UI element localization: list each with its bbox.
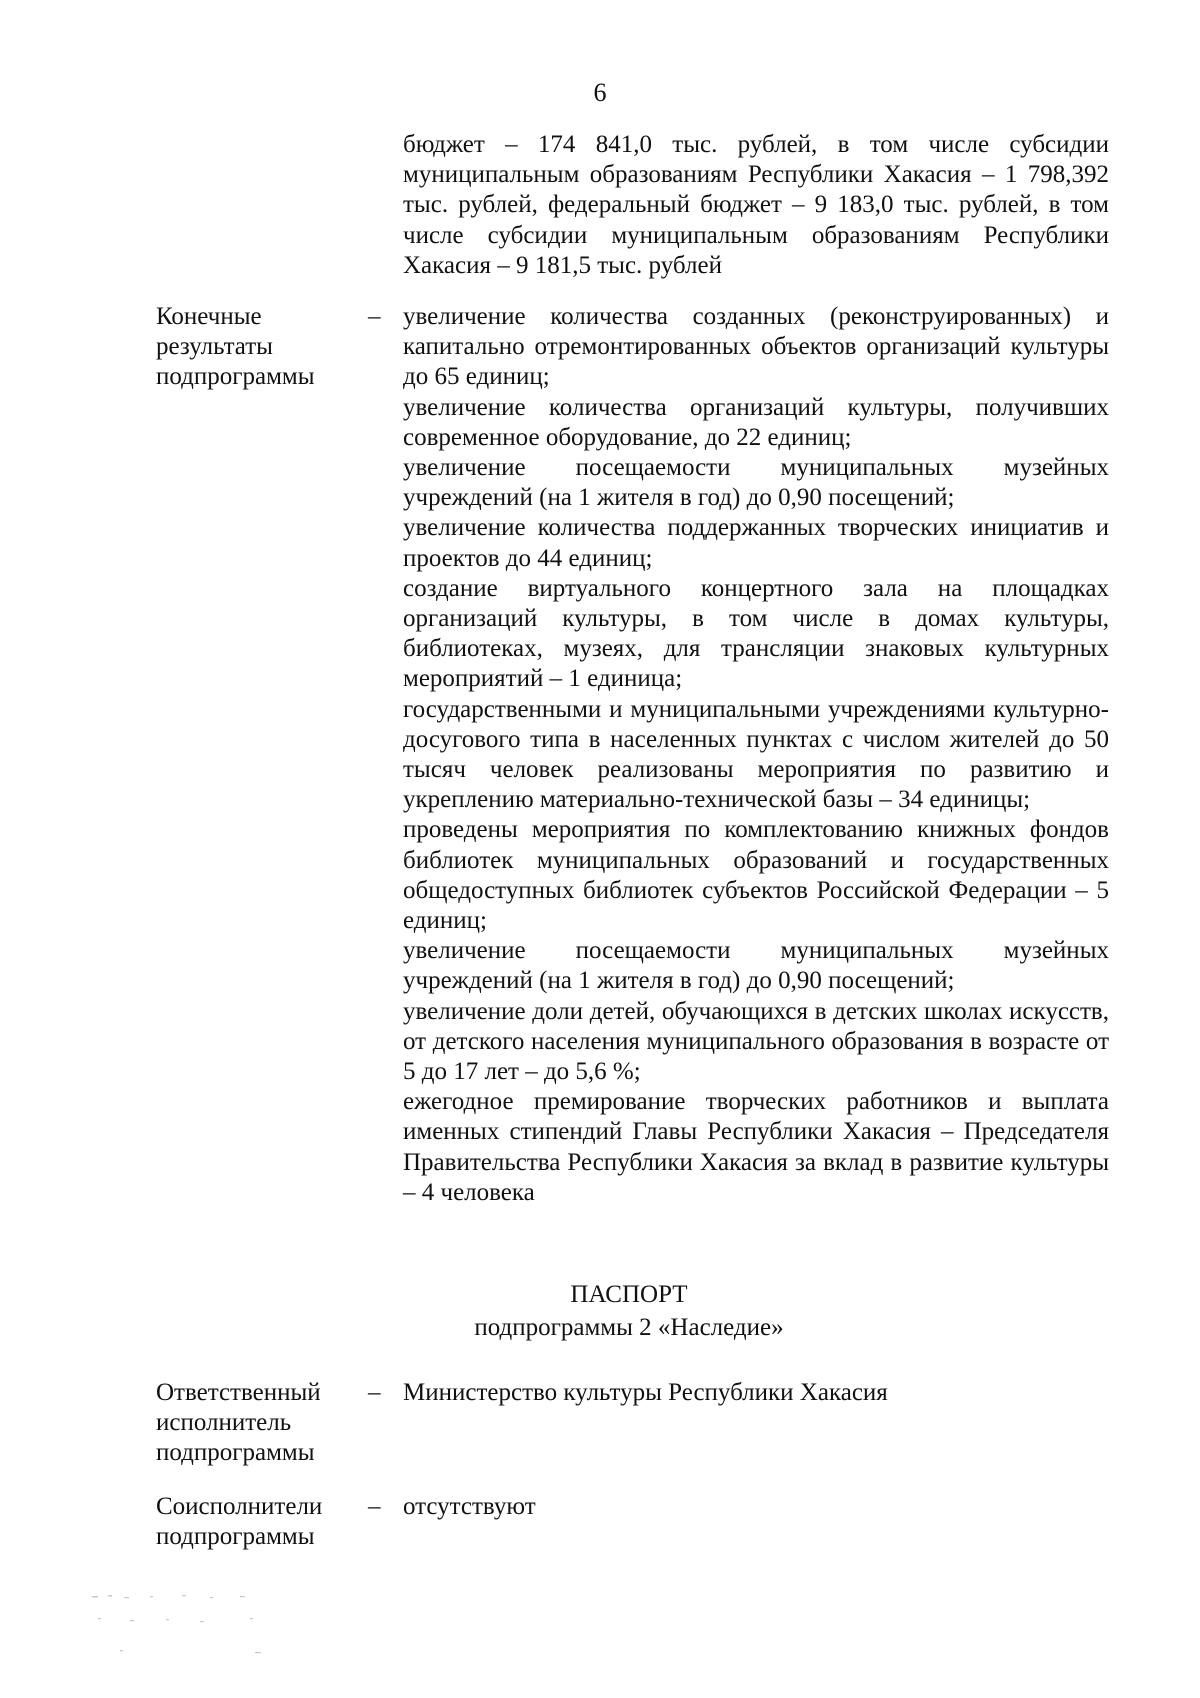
executor-label-line: подпрограммы	[156, 1439, 315, 1467]
coexecutors-dash: –	[368, 1493, 381, 1520]
budget-paragraph: бюджет – 174 841,0 тыс. рублей, в том числе субсидии муниципальным образованиям Республики Хакасия – 1 798,392 тыс. рублей, федеральный бюджет – 9 183,0 тыс. рублей, в том числе субсидии муниципальным образованиям Республики Хакасия – 9 181,5 тыс. рублей	[403, 131, 1109, 279]
results-list	[403, 302, 1109, 1208]
result-item: увеличение доли детей, обучающихся в детских школах искусств, от детского населения муниципального образования в возрасте от 5 до 17 лет – до 5,6 %;	[403, 997, 1109, 1086]
coexecutors-value-block	[403, 1492, 1109, 1522]
executor-dash: –	[368, 1379, 381, 1406]
executor-label	[156, 1378, 346, 1469]
result-item: ежегодное премирование творческих работников и выплата именных стипендий Главы Республики Хакасия – Председателя Правительства Республики Хакасия за вклад в развитие культуры – 4 человека	[403, 1088, 1109, 1206]
page-number: 6	[593, 78, 607, 107]
result-item: увеличение посещаемости муниципальных музейных учреждений (на 1 жителя в год) до 0,90 посещений;	[403, 937, 1109, 995]
results-label	[156, 302, 346, 393]
coexecutors-label-line: подпрограммы	[156, 1523, 315, 1551]
coexecutors-label-line: Соисполнители	[156, 1493, 323, 1520]
result-item: увеличение количества поддержанных творческих инициатив и проектов до 44 единиц;	[403, 514, 1109, 572]
executor-label-line: исполнитель	[156, 1409, 292, 1437]
result-item: создание виртуального концертного зала на площадках организаций культуры, в том числе в домах культуры, библиотеках, музеях, для трансляции знаковых культурных мероприятий – 1 единица;	[403, 574, 1109, 693]
coexecutors-value: отсутствуют	[403, 1493, 536, 1520]
executor-value-block	[403, 1378, 1109, 1408]
executor-label-line: Ответственный	[156, 1379, 321, 1406]
scan-noise-smudge	[90, 1590, 310, 1670]
results-dash: –	[368, 303, 381, 330]
result-item: проведены мероприятия по комплектованию книжных фондов библиотек муниципальных образований и государственных общедоступных библиотек субъектов Российской Федерации – 5 единиц;	[403, 816, 1109, 935]
result-item: увеличение количества организаций культуры, получивших современное оборудование, до 22 единиц;	[403, 393, 1109, 451]
result-item: увеличение количества созданных (реконструированных) и капитально отремонтированных объектов организаций культуры до 65 единиц;	[403, 303, 1109, 391]
result-item: государственными и муниципальными учреждениями культурно-досугового типа в населенных пунктах с числом жителей до 50 тысяч человек реализованы мероприятия по развитию и укреплению материально-технической базы – 34 единицы;	[403, 695, 1109, 814]
results-label-line: подпрограммы	[156, 363, 315, 391]
coexecutors-label	[156, 1492, 346, 1552]
results-label-line: Конечные	[156, 303, 262, 330]
passport-title: ПАСПОРТ	[570, 1281, 688, 1308]
executor-value: Министерство культуры Республики Хакасия	[403, 1379, 888, 1406]
results-label-line: результаты	[156, 333, 273, 361]
budget-continuation	[403, 130, 1109, 281]
passport-subtitle: подпрограммы 2 «Наследие»	[474, 1314, 784, 1341]
result-item: увеличение посещаемости муниципальных музейных учреждений (на 1 жителя в год) до 0,90 посещений;	[403, 454, 1109, 512]
